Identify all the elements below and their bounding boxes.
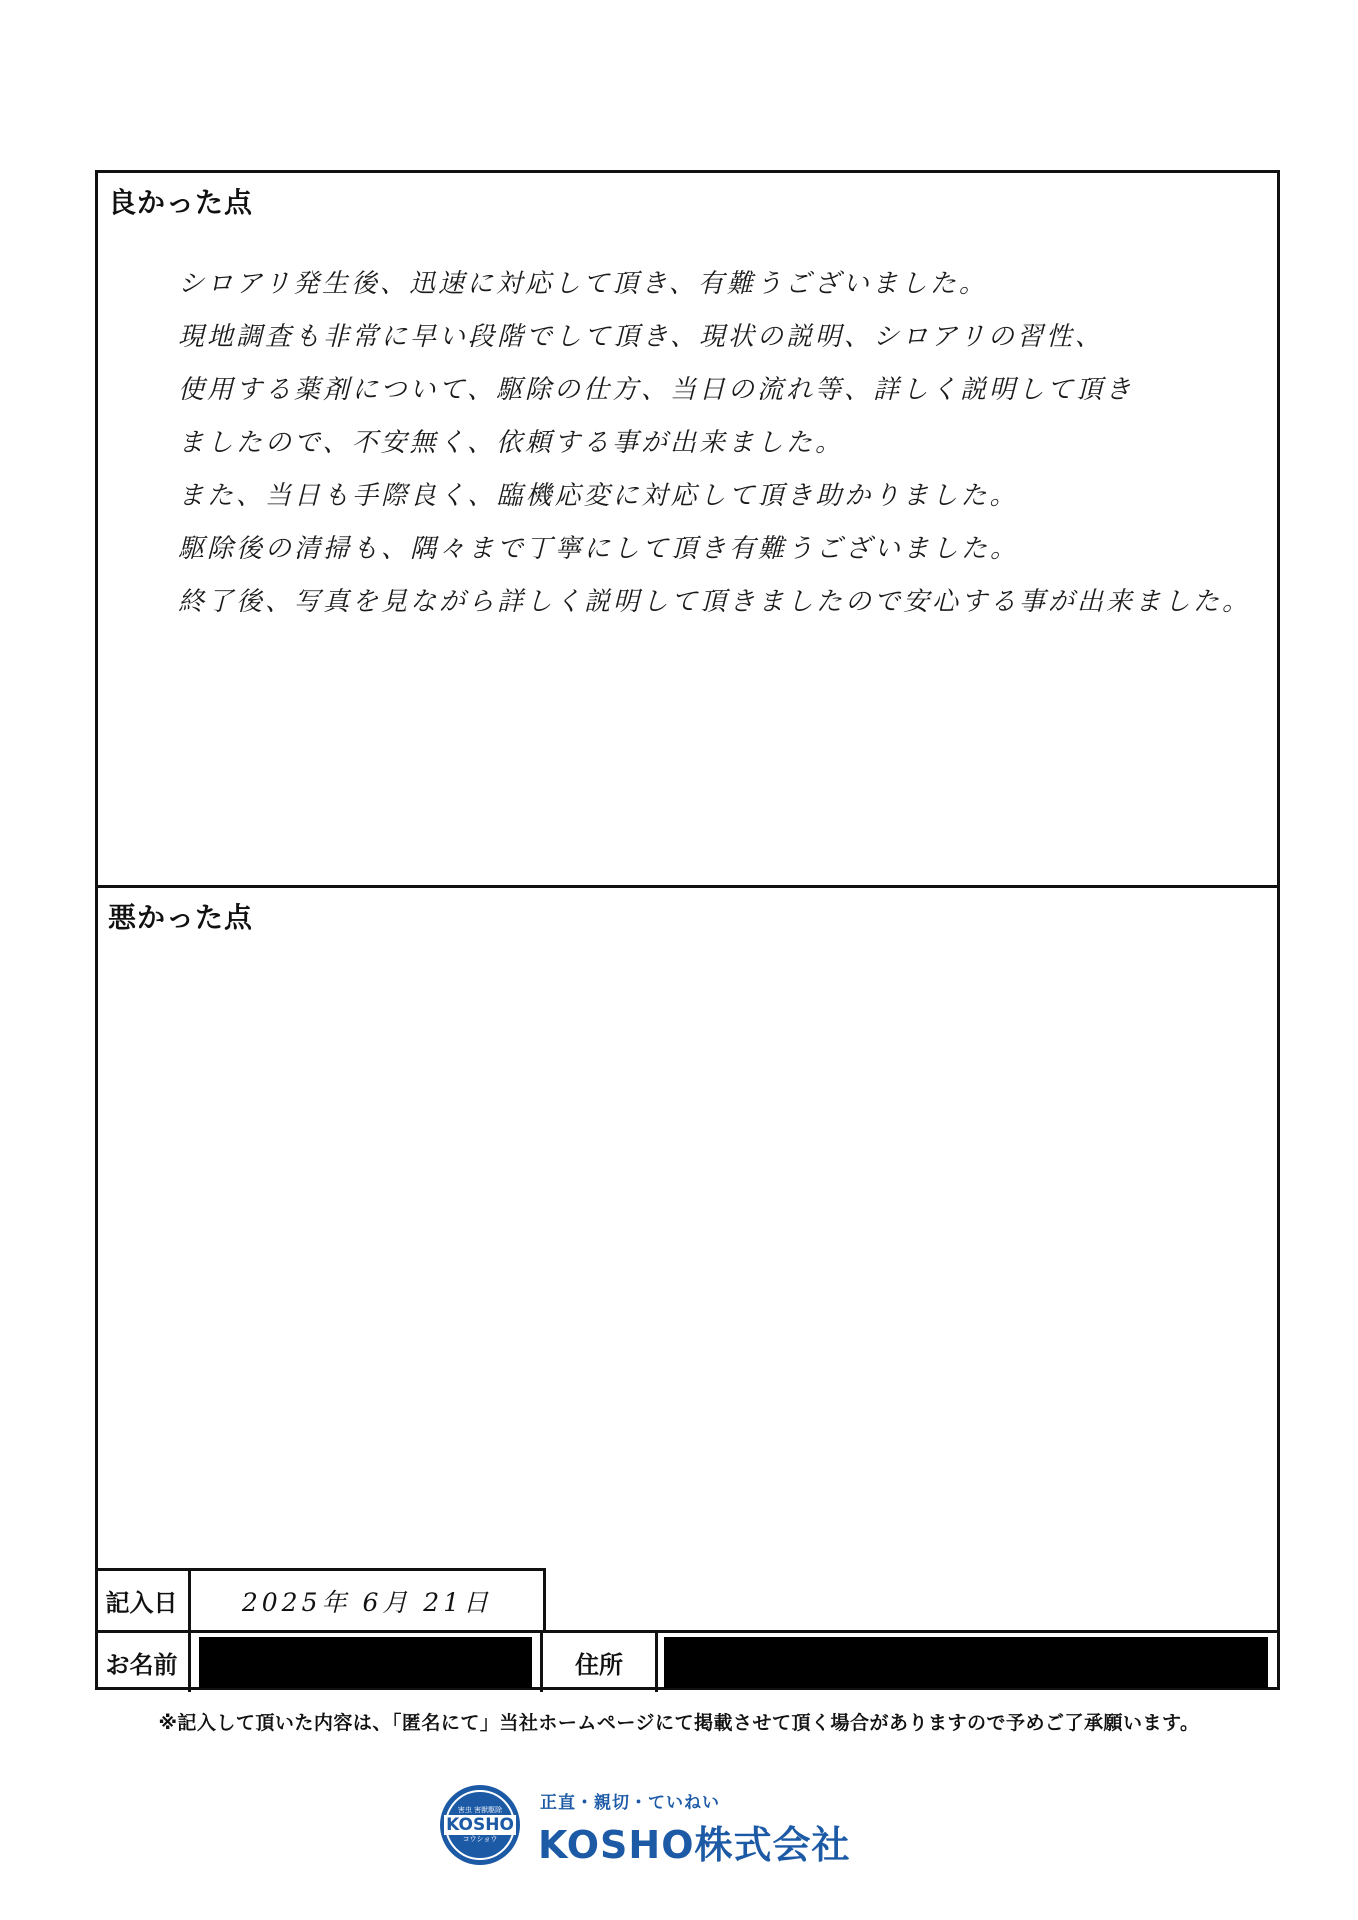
handwritten-line: 使用する薬剤について、駆除の仕方、当日の流れ等、詳しく説明して頂き: [178, 375, 1134, 405]
name-label: お名前: [95, 1633, 191, 1692]
company-logo: [440, 1780, 920, 1870]
entry-date-label: 記入日: [95, 1571, 191, 1630]
handwritten-line: 現地調査も非常に早い段階でして頂き、現状の説明、シロアリの習性、: [178, 322, 1104, 352]
company-tagline: 正直・親切・ていねい: [540, 1793, 720, 1813]
handwritten-line: ましたので、不安無く、依頼する事が出来ました。: [178, 428, 844, 458]
entry-date-value: 2025年 6月 21日: [241, 1587, 493, 1617]
entry-date-row: [95, 1568, 546, 1630]
badge-bottom-text: コウショウ: [462, 1835, 498, 1843]
handwritten-line: シロアリ発生後、迅速に対応して頂き、有難うございました。: [178, 269, 988, 299]
bad-points-heading: 悪かった点: [108, 901, 254, 934]
name-redaction: [199, 1637, 532, 1688]
badge-top-text: 害虫 害獣駆除: [457, 1806, 503, 1814]
good-points-handwritten-text: [178, 258, 1252, 629]
kosho-badge-icon: [440, 1785, 520, 1865]
handwritten-line: また、当日も手際良く、臨機応変に対応して頂き助かりました。: [178, 481, 1019, 511]
badge-ring: [445, 1790, 515, 1860]
handwritten-line: 終了後、写真を見ながら詳しく説明して頂きましたので安心する事が出来ました。: [178, 587, 1252, 617]
survey-form: [95, 170, 1280, 1690]
name-value: [191, 1633, 543, 1692]
address-redaction: [664, 1637, 1268, 1688]
badge-main-text: KOSHO: [446, 1815, 514, 1835]
name-address-row: [95, 1630, 1280, 1692]
handwritten-line: 駆除後の清掃も、隅々まで丁寧にして頂き有難うございました。: [178, 534, 1020, 564]
bad-points-section: [98, 888, 1277, 1568]
company-name: KOSHO株式会社: [538, 1823, 851, 1867]
good-points-section: [98, 173, 1277, 888]
good-points-heading: 良かった点: [108, 186, 254, 219]
address-value: [658, 1633, 1274, 1692]
publication-notice: ※記入して頂いた内容は、「匿名にて」当社ホームページにて掲載させて頂く場合がありますので予めご了承願います。: [158, 1712, 1200, 1734]
address-label: 住所: [543, 1633, 658, 1692]
